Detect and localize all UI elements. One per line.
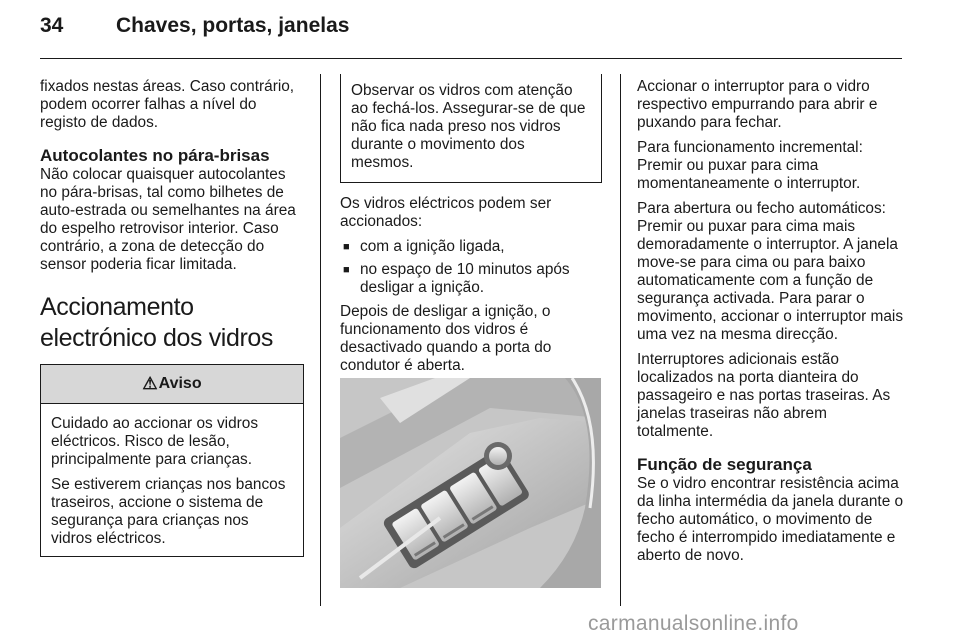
warning-continuation-box [340,74,602,183]
watermark: carmanualsonline.info [588,612,799,635]
stickers-heading: Autocolantes no pára-brisas [40,146,270,165]
column-divider-1 [320,74,321,606]
automatic-paragraph: Para abertura ou fecho automáticos: Premir ou puxar para cima mais demoradamente o interruptor. A janela move-se para cima ou para baixo automaticamente com a função de segurança activada. Para parar o movimento, accionar o interruptor mais uma vez na mesma direcção. [637,200,904,343]
column-1 [40,78,304,557]
safety-heading: Função de segurança [637,455,812,474]
column-3 [637,78,905,572]
column-divider-2 [620,74,621,606]
warning-icon: ⚠ [142,374,158,393]
column-2 [340,74,602,382]
section-heading: Accionamento electrónico dos vidros [40,293,273,352]
deactivation-paragraph: Depois de desligar a ignição, o funcionamento dos vidros é desactivado quando a porta do condutor é aberta. [340,303,552,374]
list-item: ■ com a ignição ligada, [340,238,602,256]
warning-paragraph-1: Cuidado ao accionar os vidros eléctricos. Risco de lesão, principalmente para crianças. [51,415,259,468]
incremental-paragraph: Para funcionamento incremental: Premir ou puxar para cima momentaneamente o interruptor. [637,139,863,192]
safety-paragraph: Se o vidro encontrar resistência acima da linha intermédia da janela durante o fecho automático, o movimento de fecho é interrompido imediatamente e aberto de novo. [637,475,904,564]
additional-switches-paragraph: Interruptores adicionais estão localizados na porta dianteira do passageiro e nas portas traseiras. As janelas traseiras não abrem totalmente. [637,351,891,440]
warning-continuation-text: Observar os vidros com atenção ao fechá-los. Assegurar-se de que não fica nada preso nos vidros durante o movimento dos mesmos. [351,82,586,171]
chapter-title: Chaves, portas, janelas [116,14,350,37]
activation-list [340,238,602,297]
switch-operation-paragraph: Accionar o interruptor para o vidro respectivo empurrando para abrir e puxando para fechar. [637,78,878,131]
header-divider [40,58,902,59]
warning-body [41,404,303,556]
warning-box [40,364,304,557]
warning-header [41,364,303,404]
intro-paragraph: fixados nestas áreas. Caso contrário, podem ocorrer falhas a nível do registo de dados. [40,78,295,131]
warning-label: Aviso [158,375,202,392]
warning-paragraph-2: Se estiverem crianças nos bancos traseiros, accione o sistema de segurança para crianças nos vidros eléctricos. [51,476,286,547]
stickers-paragraph: Não colocar quaisquer autocolantes no pára-brisas, tal como bilhetes de auto-estrada ou semelhantes na área do espelho retrovisor interior. Caso contrário, a zona de detecção do sensor poderia ficar limitada. [40,166,296,273]
windows-activation-paragraph: Os vidros eléctricos podem ser accionados: [340,195,552,230]
page-number: 34 [40,14,64,37]
window-switch-panel-illustration [340,378,601,588]
list-item: ■ no espaço de 10 minutos após desligar a ignição. [340,261,602,297]
